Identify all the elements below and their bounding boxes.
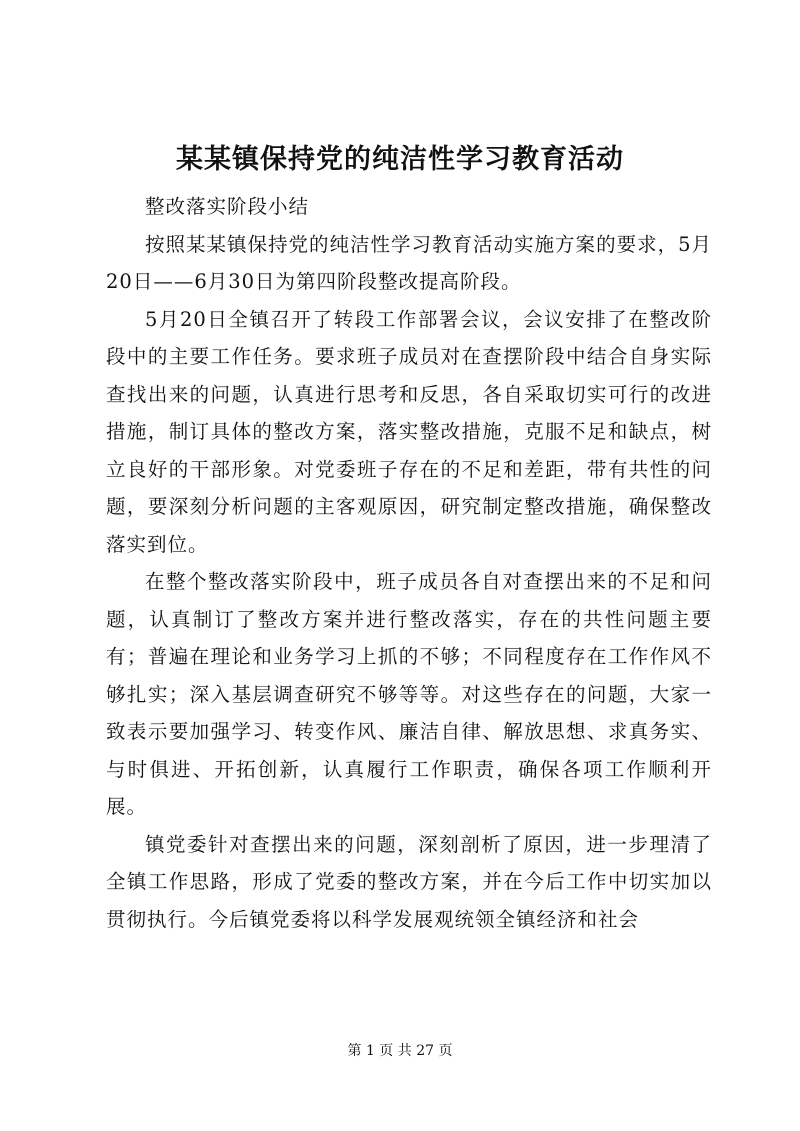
body-paragraph: 按照某某镇保持党的纯洁性学习教育活动实施方案的要求，5月20日——6月30日为第四阶段整改提高阶段。 (106, 232, 712, 293)
document-title: 某某镇保持党的纯洁性学习教育活动 (176, 144, 624, 175)
body-paragraph: 镇党委针对查摆出来的问题，深刻剖析了原因，进一步理清了全镇工作思路，形成了党委的整改方案，并在今后工作中切实加以贯彻执行。今后镇党委将以科学发展观统领全镇经济和社会 (106, 832, 712, 931)
document-body (106, 188, 712, 938)
page-footer: 第 1 页 共 27 页 (347, 1043, 453, 1059)
body-paragraph: 在整个整改落实阶段中，班子成员各自对查摆出来的不足和问题，认真制订了整改方案并进行整改落实，存在的共性问题主要有；普遍在理论和业务学习上抓的不够；不同程度存在工作作风不够扎实；深入基层调查研究不够等等。对这些存在的问题，大家一致表示要加强学习、转变作风、廉洁自律、解放思想、求真务实、与时俱进、开拓创新，认真履行工作职责，确保各项工作顺利开展。 (106, 570, 712, 818)
section-subtitle: 整改落实阶段小结 (145, 195, 310, 218)
body-paragraph: 5月20日全镇召开了转段工作部署会议，会议安排了在整改阶段中的主要工作任务。要求班子成员对在查摆阶段中结合自身实际查找出来的问题，认真进行思考和反思，各自采取切实可行的改进措施，制订具体的整改方案，落实整改措施，克服不足和缺点，树立良好的干部形象。对党委班子存在的不足和差距，带有共性的问题，要深刻分析问题的主客观原因，研究制定整改措施，确保整改落实到位。 (106, 307, 712, 556)
